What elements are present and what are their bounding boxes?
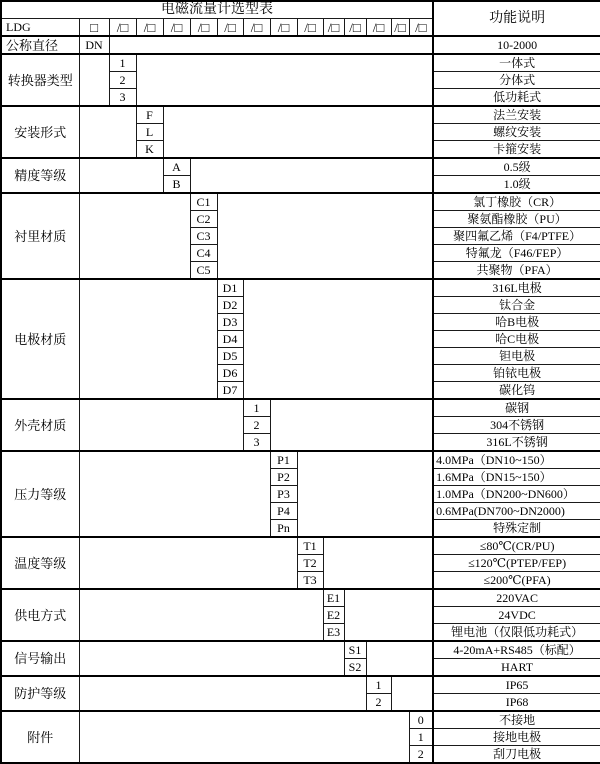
function-desc-cell: 一体式 — [433, 54, 600, 72]
function-desc-cell: 304不锈钢 — [433, 417, 600, 434]
option-code-cell: 2 — [409, 746, 433, 764]
model-slot-cell: /□ — [136, 19, 163, 37]
empty-cell — [79, 279, 217, 399]
group-label-diameter: 公称直径 — [1, 36, 79, 54]
model-slot-cell: /□ — [323, 19, 344, 37]
group-label-pressure-class: 压力等级 — [1, 451, 79, 537]
model-prefix: LDG — [1, 19, 79, 37]
function-desc-cell: 特殊定制 — [433, 520, 600, 538]
function-desc-cell: 316L不锈钢 — [433, 434, 600, 452]
empty-cell — [79, 451, 270, 537]
empty-cell — [136, 54, 433, 106]
empty-cell — [79, 399, 243, 451]
function-desc-cell: HART — [433, 659, 600, 677]
function-desc-cell: 低功耗式 — [433, 89, 600, 107]
function-desc-cell: 碳钢 — [433, 399, 600, 417]
group-label-accuracy-class: 精度等级 — [1, 158, 79, 193]
function-desc-cell: 铂铱电极 — [433, 365, 600, 382]
model-slot-cell: /□ — [366, 19, 391, 37]
option-code-cell: 1 — [366, 676, 391, 694]
empty-cell — [270, 399, 433, 451]
function-desc-cell: IP68 — [433, 694, 600, 712]
option-code-cell: 3 — [243, 434, 270, 452]
empty-cell — [79, 537, 297, 589]
option-code-cell: 1 — [409, 729, 433, 746]
option-code-cell: D7 — [217, 382, 243, 400]
function-desc-cell: 共聚物（PFA） — [433, 262, 600, 280]
empty-cell — [109, 36, 433, 54]
option-code-cell: T1 — [297, 537, 323, 555]
group-label-power-supply: 供电方式 — [1, 589, 79, 641]
group-label-protection-class: 防护等级 — [1, 676, 79, 711]
diameter-code-cell: DN — [79, 36, 109, 54]
empty-cell — [79, 193, 190, 279]
function-desc-cell: 哈C电极 — [433, 331, 600, 348]
function-desc-cell: 1.0MPa（DN200~DN600） — [433, 486, 600, 503]
empty-cell — [323, 537, 433, 589]
function-desc-cell: 聚四氟乙烯（F4/PTFE） — [433, 228, 600, 245]
table-title: 电磁流量计选型表 — [1, 1, 433, 19]
option-code-cell: D6 — [217, 365, 243, 382]
option-code-cell: 2 — [366, 694, 391, 712]
option-code-cell: E2 — [323, 607, 344, 624]
empty-cell — [217, 193, 433, 279]
function-desc-cell: 220VAC — [433, 589, 600, 607]
function-desc-cell: 316L电极 — [433, 279, 600, 297]
function-desc-cell: 螺纹安装 — [433, 124, 600, 141]
function-desc-cell: 碳化钨 — [433, 382, 600, 400]
empty-cell — [297, 451, 433, 537]
function-desc-cell: 4.0MPa（DN10~150） — [433, 451, 600, 469]
option-code-cell: D5 — [217, 348, 243, 365]
option-code-cell: 3 — [109, 89, 136, 107]
function-desc-cell: 0.6MPa(DN700~DN2000) — [433, 503, 600, 520]
group-label-accessories: 附件 — [1, 711, 79, 763]
function-desc-cell: 不接地 — [433, 711, 600, 729]
option-code-cell: A — [163, 158, 190, 176]
model-slot-cell: /□ — [409, 19, 433, 37]
option-code-cell: F — [136, 106, 163, 124]
function-desc-cell: 24VDC — [433, 607, 600, 624]
function-desc-cell: 法兰安装 — [433, 106, 600, 124]
option-code-cell: P3 — [270, 486, 297, 503]
model-slot-cell: /□ — [391, 19, 409, 37]
empty-cell — [190, 158, 433, 193]
model-slot-cell: /□ — [297, 19, 323, 37]
model-box-cell: □ — [79, 19, 109, 37]
function-desc-cell: 特氟龙（F46/FEP） — [433, 245, 600, 262]
function-desc-cell: 10-2000 — [433, 36, 600, 54]
option-code-cell: S1 — [344, 641, 366, 659]
option-code-cell: T3 — [297, 572, 323, 590]
group-label-electrode-material: 电极材质 — [1, 279, 79, 399]
group-label-installation-type: 安装形式 — [1, 106, 79, 158]
empty-cell — [243, 279, 433, 399]
function-desc-cell: IP65 — [433, 676, 600, 694]
option-code-cell: C2 — [190, 211, 217, 228]
function-desc-cell: 1.6MPa（DN15~150） — [433, 469, 600, 486]
model-slot-cell: /□ — [217, 19, 243, 37]
function-desc-cell: 钽电极 — [433, 348, 600, 365]
model-slot-cell: /□ — [163, 19, 190, 37]
function-desc-cell: 接地电极 — [433, 729, 600, 746]
function-desc-cell: 卡箍安装 — [433, 141, 600, 159]
option-code-cell: E1 — [323, 589, 344, 607]
group-label-temperature-class: 温度等级 — [1, 537, 79, 589]
empty-cell — [163, 106, 433, 158]
function-desc-cell: 4-20mA+RS485（标配） — [433, 641, 600, 659]
empty-cell — [344, 589, 433, 641]
empty-cell — [79, 711, 409, 763]
option-code-cell: D4 — [217, 331, 243, 348]
option-code-cell: 2 — [109, 72, 136, 89]
option-code-cell: 0 — [409, 711, 433, 729]
option-code-cell: C3 — [190, 228, 217, 245]
empty-cell — [79, 158, 163, 193]
option-code-cell: D3 — [217, 314, 243, 331]
function-desc-cell: ≤80℃(CR/PU) — [433, 537, 600, 555]
group-label-converter-type: 转换器类型 — [1, 54, 79, 106]
model-slot-cell: /□ — [344, 19, 366, 37]
empty-cell — [79, 54, 109, 106]
model-slot-cell: /□ — [190, 19, 217, 37]
function-desc-cell: 聚氨酯橡胶（PU） — [433, 211, 600, 228]
empty-cell — [79, 676, 366, 711]
empty-cell — [79, 589, 323, 641]
function-desc-cell: 1.0级 — [433, 176, 600, 194]
function-desc-cell: 刮刀电极 — [433, 746, 600, 764]
option-code-cell: T2 — [297, 555, 323, 572]
option-code-cell: 2 — [243, 417, 270, 434]
option-code-cell: B — [163, 176, 190, 194]
model-slot-cell: /□ — [243, 19, 270, 37]
function-desc-cell: 0.5级 — [433, 158, 600, 176]
option-code-cell: P1 — [270, 451, 297, 469]
empty-cell — [366, 641, 433, 676]
option-code-cell: 1 — [109, 54, 136, 72]
option-code-cell: S2 — [344, 659, 366, 677]
function-desc-cell: ≤200℃(PFA) — [433, 572, 600, 590]
option-code-cell: D1 — [217, 279, 243, 297]
group-label-housing-material: 外壳材质 — [1, 399, 79, 451]
option-code-cell: C1 — [190, 193, 217, 211]
empty-cell — [79, 106, 136, 158]
option-code-cell: D2 — [217, 297, 243, 314]
function-desc-cell: 氯丁橡胶（CR） — [433, 193, 600, 211]
option-code-cell: L — [136, 124, 163, 141]
function-desc-cell: 分体式 — [433, 72, 600, 89]
option-code-cell: 1 — [243, 399, 270, 417]
option-code-cell: Pn — [270, 520, 297, 538]
function-desc-cell: 锂电池（仅限低功耗式） — [433, 624, 600, 642]
option-code-cell: E3 — [323, 624, 344, 642]
option-code-cell: P2 — [270, 469, 297, 486]
empty-cell — [79, 641, 344, 676]
function-desc-cell: 钛合金 — [433, 297, 600, 314]
function-column-header: 功能说明 — [433, 1, 600, 36]
empty-cell — [391, 676, 433, 711]
function-desc-cell: ≤120℃(PTEP/FEP) — [433, 555, 600, 572]
function-desc-cell: 哈B电极 — [433, 314, 600, 331]
group-label-signal-output: 信号输出 — [1, 641, 79, 676]
model-slot-cell: /□ — [270, 19, 297, 37]
model-slot-cell: /□ — [109, 19, 136, 37]
option-code-cell: C4 — [190, 245, 217, 262]
option-code-cell: K — [136, 141, 163, 159]
group-label-lining-material: 衬里材质 — [1, 193, 79, 279]
option-code-cell: C5 — [190, 262, 217, 280]
option-code-cell: P4 — [270, 503, 297, 520]
